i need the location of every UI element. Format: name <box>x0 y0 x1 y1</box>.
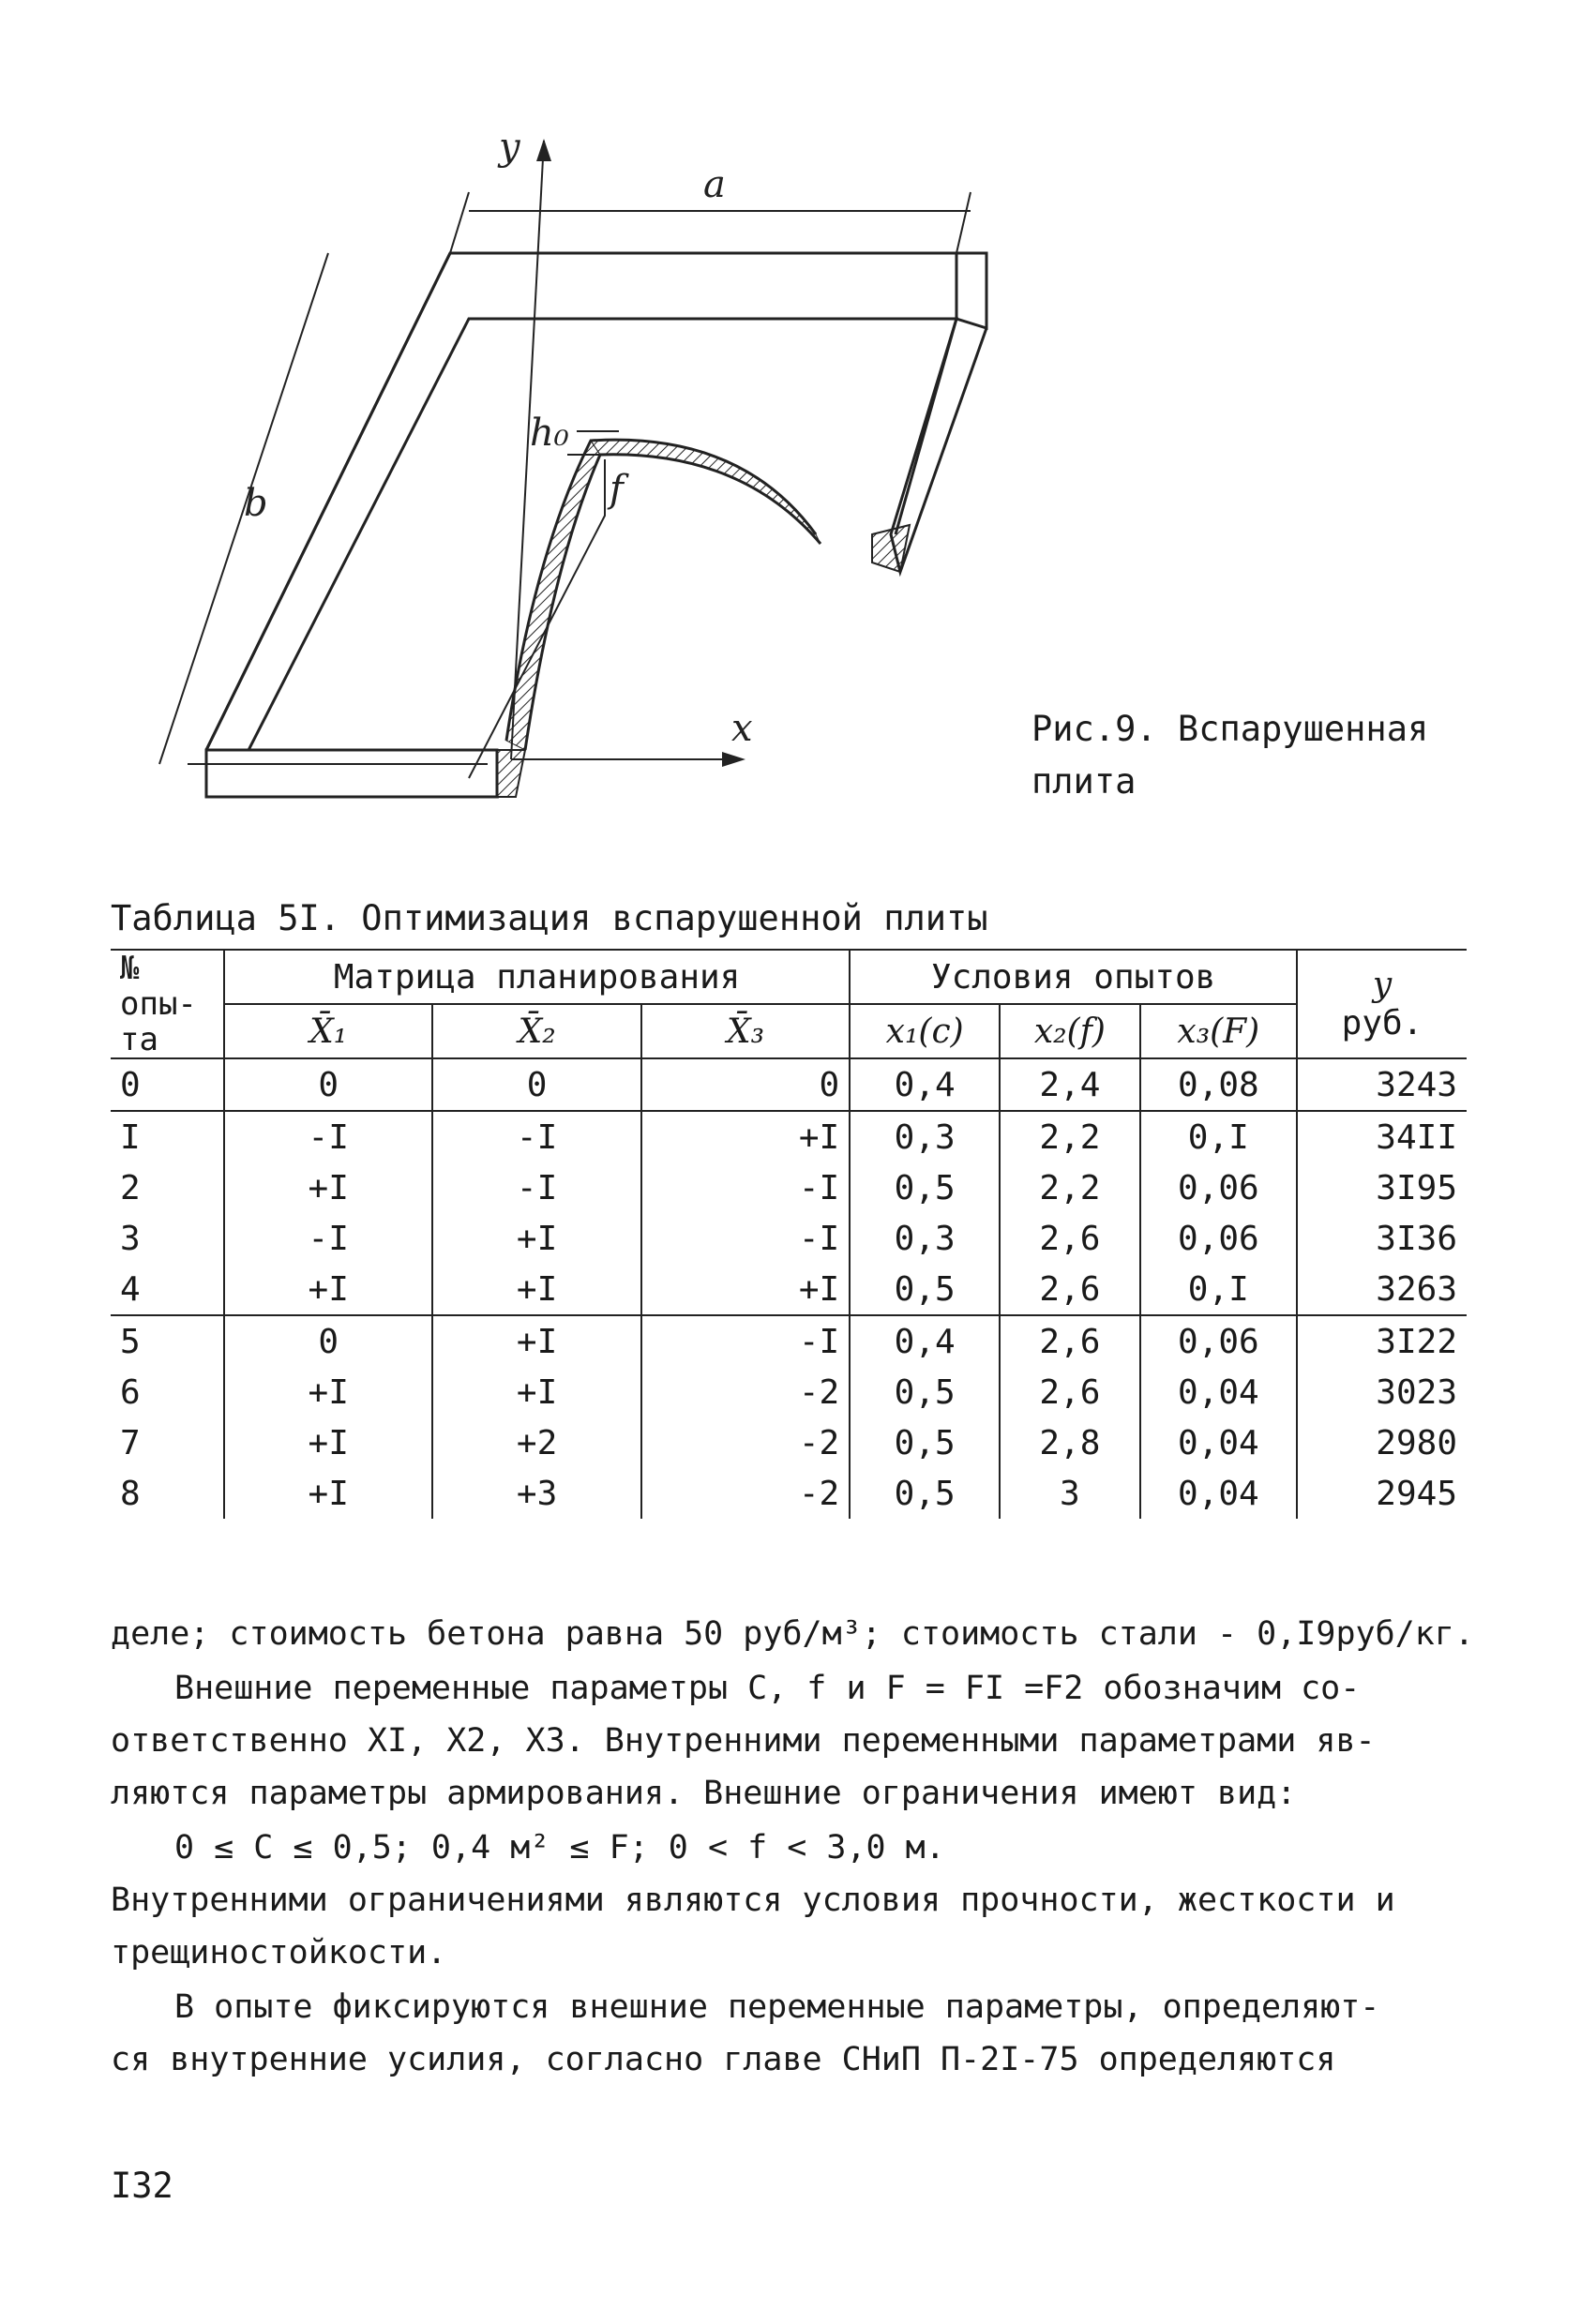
optimization-table <box>111 949 1467 1519</box>
text-line-4: ляются параметры армирования. Внешние ограничения имеют вид: <box>111 1775 1297 1812</box>
header-y: y руб. <box>1297 950 1467 1058</box>
vaulted-slab-drawing <box>131 122 1069 862</box>
sub-header-x3-f: x₃(F) <box>1140 1004 1297 1058</box>
table-row: 3 -I +I -I 0,3 2,6 0,06 3I36 <box>111 1213 1467 1264</box>
table-row: 4 +I +I +I 0,5 2,6 0,I 3263 <box>111 1264 1467 1315</box>
table-row: I -I -I +I 0,3 2,2 0,I 34II <box>111 1111 1467 1162</box>
dimension-a-label: a <box>703 163 726 206</box>
slab-figure <box>131 122 1069 862</box>
text-line-6: Внутренними ограничениями являются условия прочности, жесткости и <box>111 1882 1395 1919</box>
header-num: № опы- та <box>111 950 224 1058</box>
caption-line-2: плита <box>1031 761 1137 802</box>
page-number: I32 <box>111 2166 173 2206</box>
table-row: 0 0 0 0 0,4 2,4 0,08 3243 <box>111 1058 1467 1111</box>
text-line-3: ответственно XI, X2, X3. Внутренними переменными параметрами яв- <box>111 1722 1376 1760</box>
table-title: Таблица 5I. Оптимизация вспарушенной плиты <box>111 898 988 938</box>
dimension-b-label: b <box>244 482 268 525</box>
f-label: f <box>610 468 624 511</box>
text-line-1: деле; стоимость бетона равна 50 руб/м³; стоимость стали - 0,I9руб/кг. <box>111 1615 1474 1653</box>
text-line-2: Внешние переменные параметры C, f и F = FI =F2 обозначим со- <box>174 1670 1361 1707</box>
text-line-9: ся внутренние усилия, согласно главе СНиП П-2I-75 определяются <box>111 2041 1336 2078</box>
axis-y-label: y <box>499 126 520 169</box>
header-conditions: Условия опытов <box>850 950 1297 1004</box>
figure-caption <box>1031 703 1428 808</box>
text-line-7: трещиностойкости. <box>111 1934 447 1972</box>
constraints-line: 0 ≤ C ≤ 0,5; 0,4 м² ≤ F; 0 < f < 3,0 м. <box>174 1829 945 1867</box>
caption-line-1: Рис.9. Вспарушенная <box>1031 709 1429 749</box>
table-row: 8 +I +3 -2 0,5 3 0,04 2945 <box>111 1468 1467 1519</box>
header-matrix: Матрица планирования <box>224 950 850 1004</box>
text-line-8: В опыте фиксируются внешние переменные параметры, определяют- <box>174 1988 1380 2026</box>
front-section <box>497 750 525 797</box>
h0-label: h₀ <box>530 412 569 455</box>
sub-header-x1-c: x₁(c) <box>850 1004 1000 1058</box>
table-row: 7 +I +2 -2 0,5 2,8 0,04 2980 <box>111 1417 1467 1468</box>
slab-outline <box>206 253 986 797</box>
table-row: 5 0 +I -I 0,4 2,6 0,06 3I22 <box>111 1315 1467 1367</box>
sub-header-x1-norm: X̄₁ <box>224 1004 432 1058</box>
table-row: 2 +I -I -I 0,5 2,2 0,06 3I95 <box>111 1162 1467 1213</box>
axis-x-label: x <box>731 707 753 750</box>
table-row: 6 +I +I -2 0,5 2,6 0,04 3023 <box>111 1367 1467 1417</box>
sub-header-x3-norm: X̄₃ <box>641 1004 850 1058</box>
sub-header-x2-f: x₂(f) <box>1000 1004 1140 1058</box>
sub-header-x2-norm: X̄₂ <box>432 1004 640 1058</box>
